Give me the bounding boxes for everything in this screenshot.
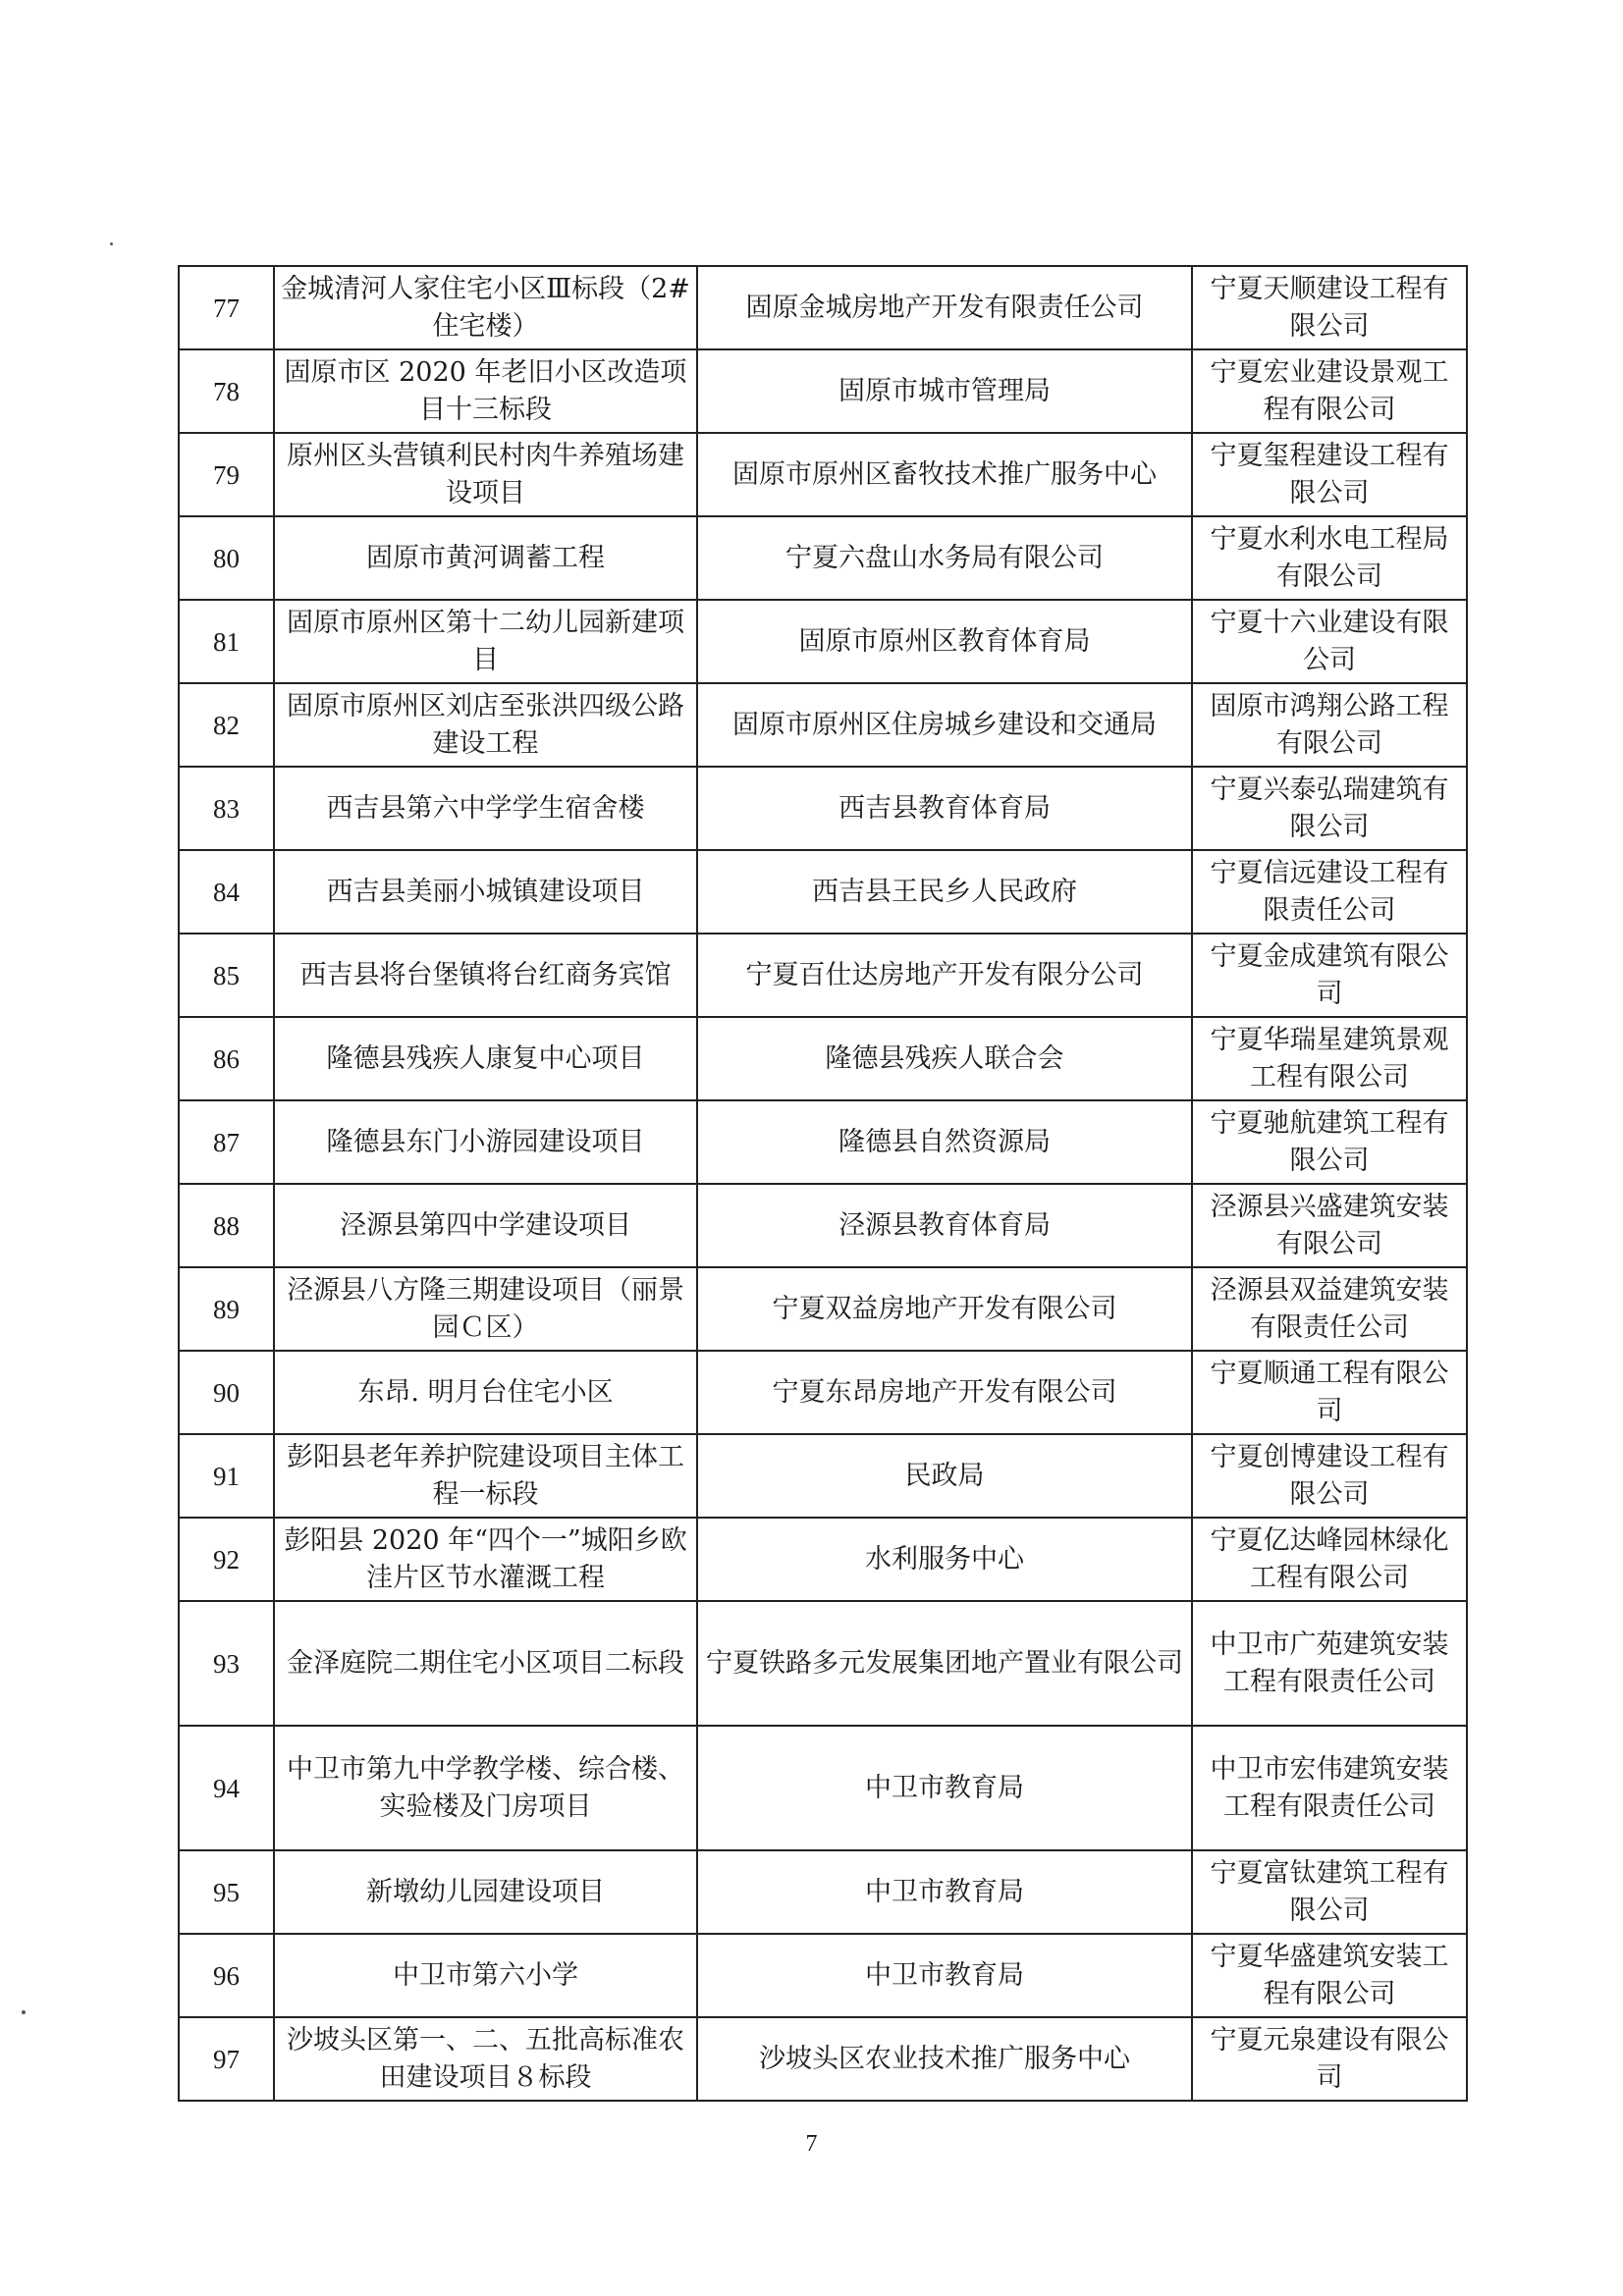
owner-unit: 宁夏百仕达房地产开发有限分公司 [697, 934, 1192, 1017]
table-row [179, 1601, 1467, 1726]
row-number: 87 [179, 1100, 274, 1184]
contractor-unit: 宁夏顺通工程有限公司 [1192, 1351, 1467, 1434]
row-number: 86 [179, 1017, 274, 1100]
project-name: 新墩幼儿园建设项目 [274, 1850, 697, 1934]
contractor-unit: 宁夏华瑞星建筑景观工程有限公司 [1192, 1017, 1467, 1100]
row-number: 80 [179, 516, 274, 600]
owner-unit: 沙坡头区农业技术推广服务中心 [697, 2017, 1192, 2101]
table-row [179, 433, 1467, 516]
row-number: 78 [179, 349, 274, 433]
owner-unit: 宁夏铁路多元发展集团地产置业有限公司 [697, 1601, 1192, 1726]
contractor-unit: 宁夏宏业建设景观工程有限公司 [1192, 349, 1467, 433]
owner-unit: 泾源县教育体育局 [697, 1184, 1192, 1267]
row-number: 95 [179, 1850, 274, 1934]
table-row [179, 934, 1467, 1017]
contractor-unit: 宁夏华盛建筑安装工程有限公司 [1192, 1934, 1467, 2017]
project-name: 中卫市第六小学 [274, 1934, 697, 2017]
contractor-unit: 宁夏十六业建设有限公司 [1192, 600, 1467, 683]
project-name: 西吉县美丽小城镇建设项目 [274, 850, 697, 934]
project-name: 中卫市第九中学教学楼、综合楼、实验楼及门房项目 [274, 1726, 697, 1850]
row-number: 83 [179, 767, 274, 850]
project-name: 金泽庭院二期住宅小区项目二标段 [274, 1601, 697, 1726]
owner-unit: 西吉县教育体育局 [697, 767, 1192, 850]
contractor-unit: 宁夏驰航建筑工程有限公司 [1192, 1100, 1467, 1184]
row-number: 91 [179, 1434, 274, 1518]
row-number: 96 [179, 1934, 274, 2017]
owner-unit: 水利服务中心 [697, 1518, 1192, 1601]
project-name: 固原市原州区第十二幼儿园新建项目 [274, 600, 697, 683]
project-name: 隆德县残疾人康复中心项目 [274, 1017, 697, 1100]
owner-unit: 中卫市教育局 [697, 1850, 1192, 1934]
project-name: 金城清河人家住宅小区Ⅲ标段（2#住宅楼） [274, 266, 697, 349]
owner-unit: 宁夏六盘山水务局有限公司 [697, 516, 1192, 600]
project-table [178, 265, 1468, 2102]
contractor-unit: 宁夏元泉建设有限公司 [1192, 2017, 1467, 2101]
contractor-unit: 宁夏创博建设工程有限公司 [1192, 1434, 1467, 1518]
project-name: 西吉县将台堡镇将台红商务宾馆 [274, 934, 697, 1017]
table-row [179, 1934, 1467, 2017]
contractor-unit: 中卫市宏伟建筑安装工程有限责任公司 [1192, 1726, 1467, 1850]
row-number: 94 [179, 1726, 274, 1850]
owner-unit: 固原金城房地产开发有限责任公司 [697, 266, 1192, 349]
row-number: 92 [179, 1518, 274, 1601]
table-row [179, 1267, 1467, 1351]
scan-speck [110, 242, 113, 245]
project-name: 原州区头营镇利民村肉牛养殖场建设项目 [274, 433, 697, 516]
project-name: 沙坡头区第一、二、五批高标准农田建设项目８标段 [274, 2017, 697, 2101]
owner-unit: 宁夏东昂房地产开发有限公司 [697, 1351, 1192, 1434]
row-number: 81 [179, 600, 274, 683]
owner-unit: 固原市原州区教育体育局 [697, 600, 1192, 683]
owner-unit: 中卫市教育局 [697, 1726, 1192, 1850]
project-name: 固原市原州区刘店至张洪四级公路建设工程 [274, 683, 697, 767]
project-table-body [179, 266, 1467, 2101]
row-number: 89 [179, 1267, 274, 1351]
owner-unit: 西吉县王民乡人民政府 [697, 850, 1192, 934]
row-number: 79 [179, 433, 274, 516]
project-name: 西吉县第六中学学生宿舍楼 [274, 767, 697, 850]
contractor-unit: 宁夏信远建设工程有限责任公司 [1192, 850, 1467, 934]
table-row [179, 1351, 1467, 1434]
contractor-unit: 宁夏天顺建设工程有限公司 [1192, 266, 1467, 349]
contractor-unit: 固原市鸿翔公路工程有限公司 [1192, 683, 1467, 767]
owner-unit: 固原市城市管理局 [697, 349, 1192, 433]
project-name: 彭阳县老年养护院建设项目主体工程一标段 [274, 1434, 697, 1518]
owner-unit: 固原市原州区住房城乡建设和交通局 [697, 683, 1192, 767]
contractor-unit: 宁夏亿达峰园林绿化工程有限公司 [1192, 1518, 1467, 1601]
table-row [179, 266, 1467, 349]
table-row [179, 1518, 1467, 1601]
table-row [179, 1184, 1467, 1267]
table-row [179, 600, 1467, 683]
contractor-unit: 宁夏兴泰弘瑞建筑有限公司 [1192, 767, 1467, 850]
table-row [179, 1850, 1467, 1934]
owner-unit: 宁夏双益房地产开发有限公司 [697, 1267, 1192, 1351]
row-number: 88 [179, 1184, 274, 1267]
project-name: 固原市区 2020 年老旧小区改造项目十三标段 [274, 349, 697, 433]
owner-unit: 固原市原州区畜牧技术推广服务中心 [697, 433, 1192, 516]
contractor-unit: 宁夏富钛建筑工程有限公司 [1192, 1850, 1467, 1934]
row-number: 84 [179, 850, 274, 934]
project-name: 东昂. 明月台住宅小区 [274, 1351, 697, 1434]
contractor-unit: 泾源县双益建筑安装有限责任公司 [1192, 1267, 1467, 1351]
owner-unit: 隆德县自然资源局 [697, 1100, 1192, 1184]
table-row [179, 1726, 1467, 1850]
project-name: 泾源县八方隆三期建设项目（丽景园Ｃ区） [274, 1267, 697, 1351]
row-number: 90 [179, 1351, 274, 1434]
table-row [179, 349, 1467, 433]
owner-unit: 中卫市教育局 [697, 1934, 1192, 2017]
table-row [179, 850, 1467, 934]
project-name: 固原市黄河调蓄工程 [274, 516, 697, 600]
page-number: 7 [805, 2131, 818, 2157]
table-row [179, 1434, 1467, 1518]
table-row [179, 683, 1467, 767]
row-number: 82 [179, 683, 274, 767]
row-number: 85 [179, 934, 274, 1017]
owner-unit: 隆德县残疾人联合会 [697, 1017, 1192, 1100]
table-row [179, 767, 1467, 850]
owner-unit: 民政局 [697, 1434, 1192, 1518]
table-row [179, 1017, 1467, 1100]
contractor-unit: 宁夏金成建筑有限公司 [1192, 934, 1467, 1017]
contractor-unit: 宁夏水利水电工程局有限公司 [1192, 516, 1467, 600]
contractor-unit: 宁夏玺程建设工程有限公司 [1192, 433, 1467, 516]
row-number: 97 [179, 2017, 274, 2101]
project-name: 彭阳县 2020 年“四个一”城阳乡欧洼片区节水灌溉工程 [274, 1518, 697, 1601]
project-name: 隆德县东门小游园建设项目 [274, 1100, 697, 1184]
project-name: 泾源县第四中学建设项目 [274, 1184, 697, 1267]
contractor-unit: 泾源县兴盛建筑安装有限公司 [1192, 1184, 1467, 1267]
table-row [179, 1100, 1467, 1184]
scan-speck [22, 2010, 26, 2014]
contractor-unit: 中卫市广苑建筑安装工程有限责任公司 [1192, 1601, 1467, 1726]
table-row [179, 516, 1467, 600]
row-number: 93 [179, 1601, 274, 1726]
table-row [179, 2017, 1467, 2101]
row-number: 77 [179, 266, 274, 349]
